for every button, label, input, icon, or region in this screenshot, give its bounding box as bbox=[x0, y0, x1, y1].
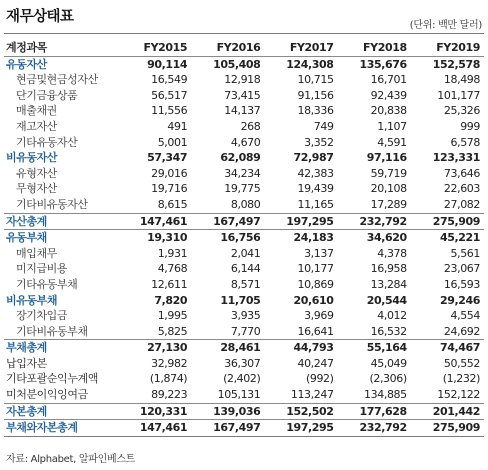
value-cell: 6,578 bbox=[450, 135, 480, 149]
value-cell: 8,080 bbox=[230, 197, 261, 211]
row-label: 기타유동부채 bbox=[16, 277, 78, 291]
table-row bbox=[4, 135, 484, 151]
row-label: 부채총계 bbox=[4, 340, 118, 356]
table-row bbox=[4, 371, 484, 387]
value-cell: 8,615 bbox=[157, 197, 188, 211]
value-cell: 113,247 bbox=[290, 388, 334, 402]
value-cell: (2,306) bbox=[369, 372, 407, 386]
value-cell: 135,676 bbox=[359, 57, 407, 71]
top-divider bbox=[4, 33, 484, 34]
value-cell: 34,620 bbox=[338, 230, 411, 246]
value-cell: (992) bbox=[305, 372, 334, 386]
value-cell: 16,641 bbox=[297, 324, 334, 338]
row-label: 재고자산 bbox=[16, 119, 57, 133]
table-row bbox=[4, 308, 484, 324]
table-row bbox=[4, 420, 484, 437]
value-cell: 32,982 bbox=[151, 356, 188, 370]
value-cell: 28,461 bbox=[191, 340, 264, 356]
row-label: 자본총계 bbox=[4, 403, 118, 420]
value-cell: 120,331 bbox=[118, 403, 191, 420]
value-cell: 14,137 bbox=[224, 104, 261, 118]
header-fy2019: FY2019 bbox=[436, 41, 480, 54]
value-cell: 90,114 bbox=[147, 57, 188, 71]
value-cell: 16,701 bbox=[370, 73, 407, 87]
row-label: 미지급비용 bbox=[16, 262, 68, 276]
value-cell: 20,610 bbox=[293, 293, 334, 307]
table-row bbox=[4, 246, 484, 262]
value-cell: 152,502 bbox=[264, 403, 337, 420]
value-cell: 275,909 bbox=[411, 213, 484, 230]
value-cell: 147,461 bbox=[118, 213, 191, 230]
value-cell: 24,183 bbox=[264, 230, 337, 246]
value-cell: 42,383 bbox=[297, 166, 334, 180]
value-cell: 5,825 bbox=[157, 324, 188, 338]
value-cell: 97,116 bbox=[366, 151, 407, 165]
value-cell: 10,177 bbox=[297, 262, 334, 276]
value-cell: 4,591 bbox=[377, 135, 407, 149]
row-label: 단기금융상품 bbox=[16, 88, 78, 102]
value-cell: 17,289 bbox=[370, 197, 407, 211]
table-row bbox=[4, 166, 484, 182]
value-cell: 20,838 bbox=[370, 104, 407, 118]
value-cell: 4,768 bbox=[157, 262, 188, 276]
value-cell: 232,792 bbox=[338, 420, 411, 437]
value-cell: 6,144 bbox=[230, 262, 261, 276]
value-cell: 4,012 bbox=[377, 309, 407, 323]
row-label: 기타유동자산 bbox=[16, 135, 78, 149]
value-cell: 3,935 bbox=[230, 309, 261, 323]
row-label: 기타포괄순익누계액 bbox=[6, 372, 99, 386]
value-cell: 147,461 bbox=[118, 420, 191, 437]
value-cell: 44,793 bbox=[264, 340, 337, 356]
table-row bbox=[4, 230, 484, 246]
row-label: 납입자본 bbox=[6, 356, 47, 370]
value-cell: 1,931 bbox=[157, 246, 188, 260]
value-cell: 105,131 bbox=[217, 388, 261, 402]
value-cell: 749 bbox=[313, 119, 334, 133]
row-label: 현금및현금성자산 bbox=[16, 73, 98, 87]
table-row bbox=[4, 356, 484, 372]
value-cell: 45,049 bbox=[370, 356, 407, 370]
row-label: 비유동자산 bbox=[6, 151, 58, 165]
table-row bbox=[4, 88, 484, 104]
value-cell: 16,593 bbox=[443, 277, 480, 291]
row-label: 부채와자본총계 bbox=[4, 420, 118, 437]
value-cell: 167,497 bbox=[191, 420, 264, 437]
header-fy2017: FY2017 bbox=[289, 41, 334, 54]
table-row bbox=[4, 277, 484, 293]
value-cell: 59,719 bbox=[370, 166, 407, 180]
value-cell: 4,670 bbox=[230, 135, 261, 149]
table-row bbox=[4, 72, 484, 88]
row-label: 매입채무 bbox=[16, 246, 57, 260]
header-fy2016: FY2016 bbox=[216, 41, 261, 54]
row-label: 기타비유동자산 bbox=[16, 197, 88, 211]
header-fy2018: FY2018 bbox=[363, 41, 407, 54]
value-cell: 8,571 bbox=[230, 277, 261, 291]
value-cell: 91,156 bbox=[297, 88, 334, 102]
value-cell: 22,603 bbox=[443, 182, 480, 196]
value-cell: 5,001 bbox=[157, 135, 188, 149]
value-cell: 18,336 bbox=[297, 104, 334, 118]
balance-sheet-table bbox=[4, 40, 484, 437]
value-cell: 16,549 bbox=[151, 73, 188, 87]
value-cell: 16,958 bbox=[370, 262, 407, 276]
value-cell: 197,295 bbox=[264, 420, 337, 437]
value-cell: 4,378 bbox=[377, 246, 407, 260]
value-cell: 152,578 bbox=[432, 57, 480, 71]
value-cell: 999 bbox=[460, 119, 480, 133]
value-cell: 7,770 bbox=[230, 324, 261, 338]
value-cell: 13,284 bbox=[370, 277, 407, 291]
row-label: 장기차입금 bbox=[16, 309, 68, 323]
value-cell: 12,918 bbox=[224, 73, 261, 87]
value-cell: 27,082 bbox=[443, 197, 480, 211]
value-cell: 1,107 bbox=[377, 119, 407, 133]
value-cell: 275,909 bbox=[411, 420, 484, 437]
header-row bbox=[4, 40, 484, 56]
row-label: 자산총계 bbox=[4, 213, 118, 230]
value-cell: 105,408 bbox=[213, 57, 261, 71]
table-row bbox=[4, 213, 484, 230]
value-cell: 268 bbox=[240, 119, 261, 133]
value-cell: 74,467 bbox=[411, 340, 484, 356]
value-cell: 123,331 bbox=[432, 151, 480, 165]
value-cell: 11,705 bbox=[220, 293, 261, 307]
value-cell: 11,556 bbox=[151, 104, 188, 118]
value-cell: 134,885 bbox=[364, 388, 407, 402]
table-row bbox=[4, 387, 484, 403]
value-cell: 29,246 bbox=[439, 293, 480, 307]
value-cell: 4,554 bbox=[450, 309, 480, 323]
table-row bbox=[4, 403, 484, 420]
value-cell: 40,247 bbox=[297, 356, 334, 370]
row-label: 미처분이익잉여금 bbox=[6, 388, 88, 402]
table-row bbox=[4, 181, 484, 197]
row-label: 비유동부채 bbox=[6, 293, 58, 307]
value-cell: 10,715 bbox=[297, 73, 334, 87]
header-fy2015: FY2015 bbox=[143, 41, 188, 54]
value-cell: 45,221 bbox=[411, 230, 484, 246]
value-cell: 5,561 bbox=[450, 246, 480, 260]
value-cell: 92,439 bbox=[370, 88, 407, 102]
value-cell: 167,497 bbox=[191, 213, 264, 230]
value-cell: 232,792 bbox=[338, 213, 411, 230]
value-cell: 7,820 bbox=[154, 293, 188, 307]
value-cell: 23,067 bbox=[443, 262, 480, 276]
value-cell: 27,130 bbox=[118, 340, 191, 356]
table-row bbox=[4, 150, 484, 166]
value-cell: 25,326 bbox=[443, 104, 480, 118]
table-row bbox=[4, 324, 484, 340]
value-cell: 3,137 bbox=[304, 246, 334, 260]
value-cell: 19,716 bbox=[151, 182, 188, 196]
value-cell: 19,439 bbox=[297, 182, 334, 196]
table-row bbox=[4, 56, 484, 72]
value-cell: 36,307 bbox=[224, 356, 261, 370]
value-cell: (1,232) bbox=[442, 372, 480, 386]
value-cell: (2,402) bbox=[223, 372, 261, 386]
value-cell: 101,177 bbox=[437, 88, 480, 102]
value-cell: 57,347 bbox=[147, 151, 188, 165]
value-cell: 73,415 bbox=[224, 88, 261, 102]
value-cell: 139,036 bbox=[191, 403, 264, 420]
value-cell: 10,869 bbox=[297, 277, 334, 291]
table-row bbox=[4, 293, 484, 309]
value-cell: 89,223 bbox=[151, 388, 188, 402]
value-cell: 55,164 bbox=[338, 340, 411, 356]
value-cell: 24,692 bbox=[443, 324, 480, 338]
value-cell: 19,310 bbox=[118, 230, 191, 246]
value-cell: 491 bbox=[167, 119, 188, 133]
value-cell: 62,089 bbox=[220, 151, 261, 165]
row-label: 매출채권 bbox=[16, 104, 57, 118]
value-cell: 197,295 bbox=[264, 213, 337, 230]
value-cell: 16,532 bbox=[370, 324, 407, 338]
value-cell: (1,874) bbox=[149, 372, 188, 386]
row-label: 유동자산 bbox=[6, 57, 47, 71]
value-cell: 50,552 bbox=[443, 356, 480, 370]
value-cell: 20,108 bbox=[370, 182, 407, 196]
value-cell: 29,016 bbox=[151, 166, 188, 180]
value-cell: 19,775 bbox=[224, 182, 261, 196]
value-cell: 11,165 bbox=[297, 197, 334, 211]
value-cell: 20,544 bbox=[366, 293, 407, 307]
page-title: 재무상태표 bbox=[6, 9, 74, 25]
source-note: 자료: Alphabet, 알파인베스트 bbox=[6, 454, 136, 465]
value-cell: 2,041 bbox=[230, 246, 261, 260]
table-row bbox=[4, 340, 484, 356]
table-row bbox=[4, 261, 484, 277]
value-cell: 1,995 bbox=[157, 309, 188, 323]
value-cell: 16,756 bbox=[191, 230, 264, 246]
value-cell: 3,969 bbox=[304, 309, 334, 323]
row-label: 유동부채 bbox=[4, 230, 118, 246]
table-row bbox=[4, 103, 484, 119]
table-row bbox=[4, 119, 484, 135]
header-account: 계정과목 bbox=[6, 41, 47, 54]
value-cell: 56,517 bbox=[151, 88, 188, 102]
value-cell: 73,646 bbox=[443, 166, 480, 180]
table-row bbox=[4, 197, 484, 213]
table-body bbox=[4, 56, 484, 436]
row-label: 기타비유동부채 bbox=[16, 324, 88, 338]
value-cell: 124,308 bbox=[286, 57, 334, 71]
row-label: 유형자산 bbox=[16, 166, 57, 180]
unit-note: (단위: 백만 달러) bbox=[409, 20, 482, 31]
value-cell: 12,611 bbox=[151, 277, 188, 291]
value-cell: 177,628 bbox=[338, 403, 411, 420]
value-cell: 18,498 bbox=[443, 73, 480, 87]
row-label: 무형자산 bbox=[16, 182, 57, 196]
value-cell: 152,122 bbox=[437, 388, 480, 402]
value-cell: 3,352 bbox=[304, 135, 334, 149]
value-cell: 72,987 bbox=[293, 151, 334, 165]
value-cell: 201,442 bbox=[411, 403, 484, 420]
value-cell: 34,234 bbox=[224, 166, 261, 180]
